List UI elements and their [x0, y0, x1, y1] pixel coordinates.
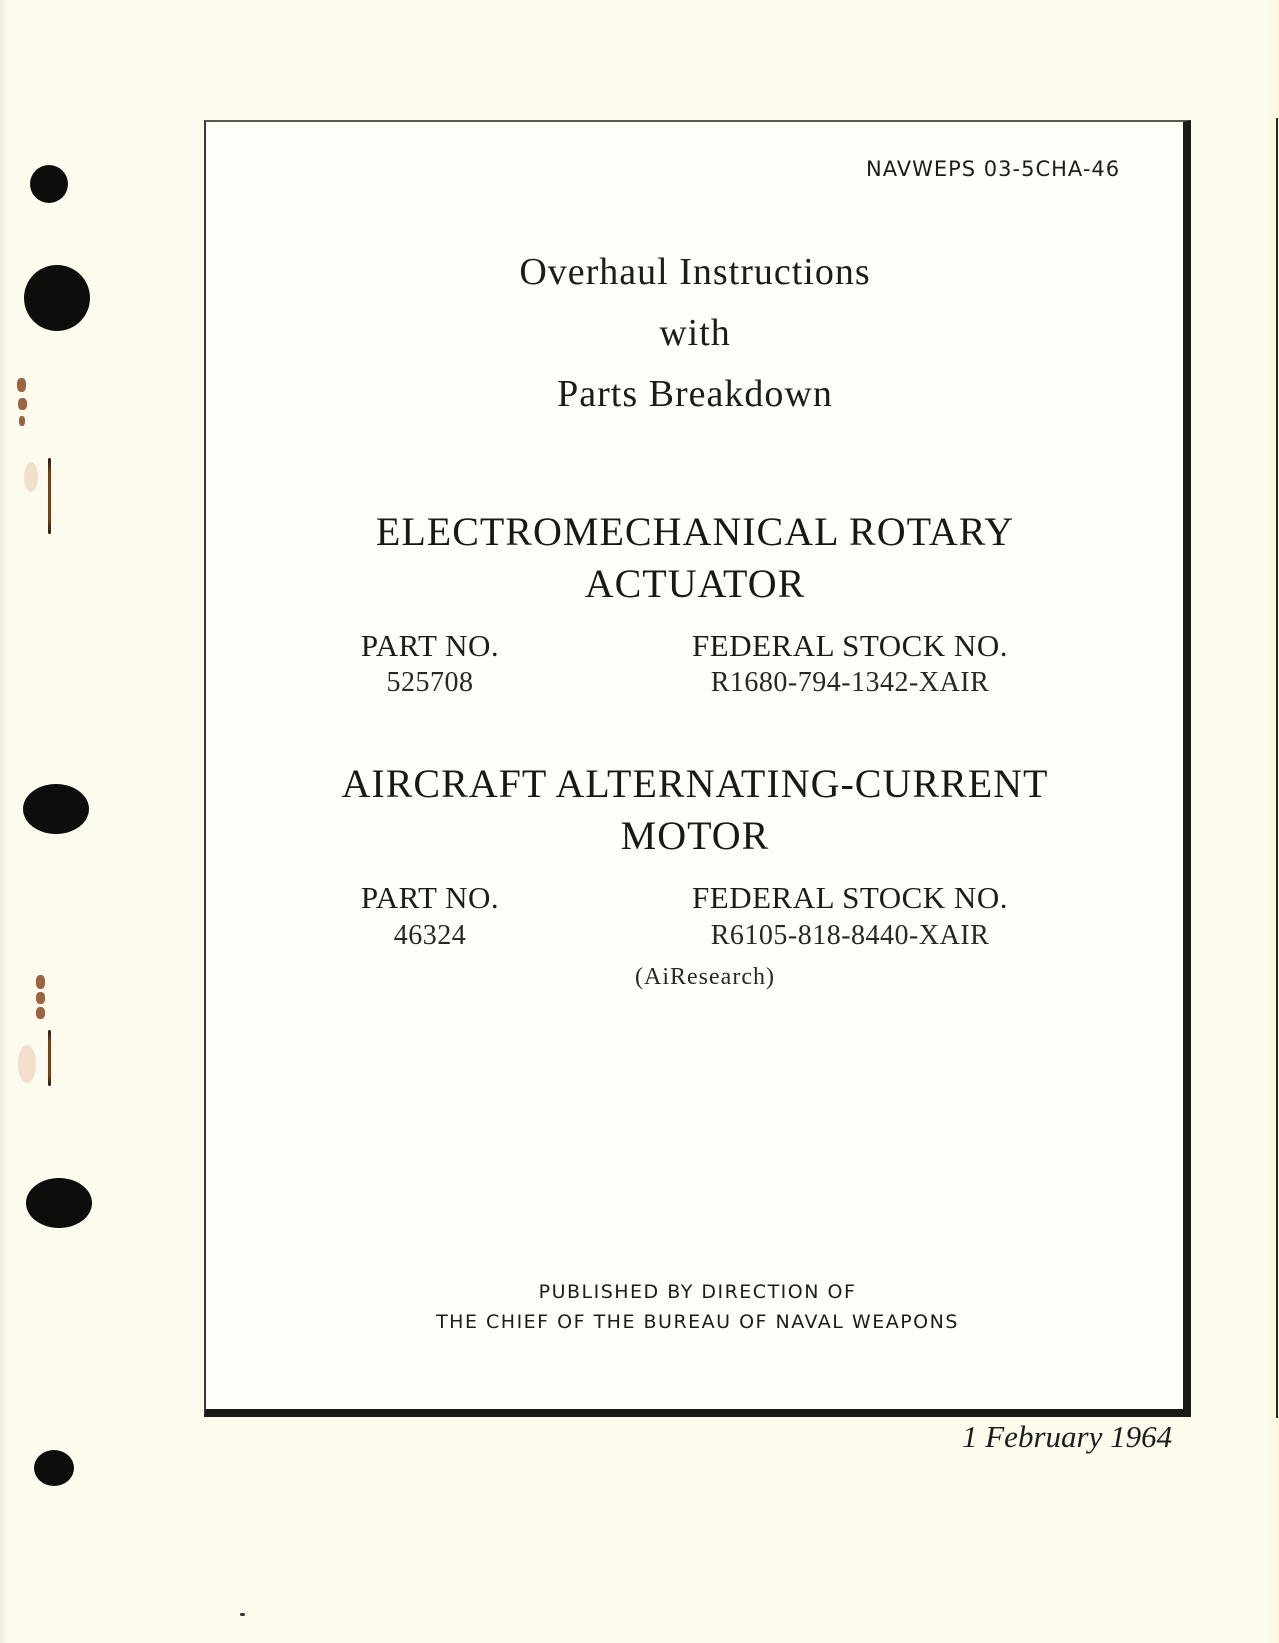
- document-number: NAVWEPS 03-5CHA-46: [866, 157, 1121, 181]
- item-1-fsn: R1680-794-1342-XAIR: [710, 667, 990, 698]
- title-line-2: with: [659, 312, 731, 354]
- title-line-3: Parts Breakdown: [557, 373, 833, 415]
- item-2-fsn: R6105-818-8440-XAIR: [710, 920, 990, 951]
- binder-hole-4: [26, 1178, 92, 1228]
- publisher-line-1: PUBLISHED BY DIRECTION OF: [538, 1281, 857, 1303]
- item-1-part-no: 525708: [386, 667, 474, 698]
- item-1-fsn-label: FEDERAL STOCK NO.: [692, 628, 1008, 663]
- publication-date: 1 February 1964: [962, 1419, 1173, 1454]
- rust-stain: [36, 992, 45, 1004]
- rust-stain: [36, 975, 45, 989]
- dust-speck: [240, 1613, 245, 1616]
- item-1-part-no-label: PART NO.: [360, 628, 500, 663]
- binder-hole-5: [34, 1450, 74, 1486]
- item-2-fsn-label: FEDERAL STOCK NO.: [692, 880, 1008, 915]
- item-1-heading-line-1: ELECTROMECHANICAL ROTARY: [375, 509, 1015, 554]
- title-line-1: Overhaul Instructions: [519, 251, 871, 293]
- item-2-manufacturer: (AiResearch): [635, 964, 775, 990]
- publisher-line-2: THE CHIEF OF THE BUREAU OF NAVAL WEAPONS: [436, 1311, 959, 1333]
- item-2-heading-line-2: MOTOR: [620, 813, 770, 858]
- rust-stain: [19, 416, 25, 426]
- staple-mark: [48, 1030, 51, 1086]
- rust-stain: [36, 1007, 45, 1019]
- item-2-part-no: 46324: [393, 920, 467, 951]
- binder-hole-1: [30, 165, 68, 203]
- item-1-heading-line-2: ACTUATOR: [584, 561, 806, 606]
- rust-stain-faint: [24, 462, 38, 492]
- item-2-heading-line-1: AIRCRAFT ALTERNATING-CURRENT: [341, 761, 1049, 806]
- rust-stain-faint: [18, 1045, 36, 1083]
- item-2-part-no-label: PART NO.: [360, 880, 500, 915]
